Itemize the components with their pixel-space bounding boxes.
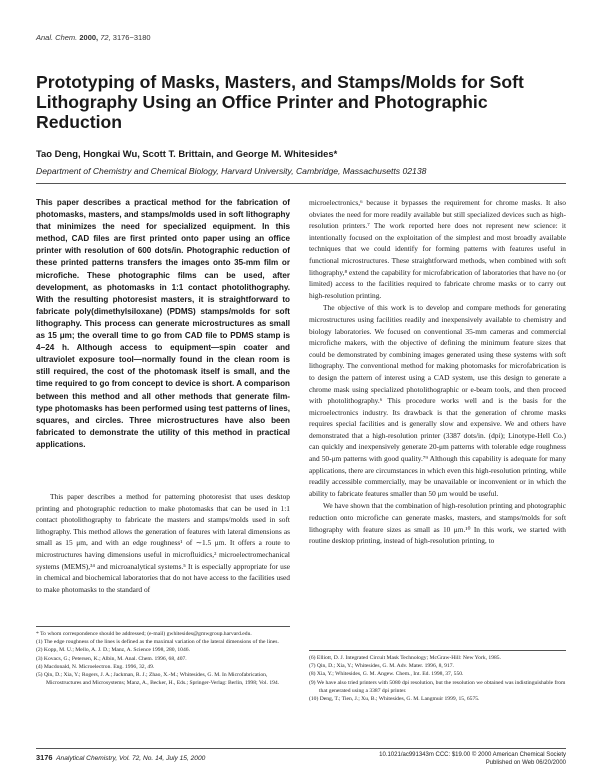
body-left-column [36, 491, 290, 595]
journal-abbrev: Anal. Chem. [36, 33, 78, 42]
footnote: (6) Elliott, D. J. Integrated Circuit Mask Technology; McGraw-Hill: New York, 1985. [309, 655, 501, 661]
footnotes-left [36, 630, 290, 687]
journal-issue: Analytical Chemistry, Vol. 72, No. 14, July 15, 2000 [56, 755, 206, 762]
article-title: Prototyping of Masks, Masters, and Stamps/Molds for Soft Lithography Using an Office Printer and Photographic Reduction [36, 72, 524, 132]
footnote: (8) Xia, Y.; Whitesides, G. M. Angew. Chem., Int. Ed. 1998, 37, 550. [309, 671, 464, 678]
footnote: (4) Macdonald, N. Microelectron. Eng. 1996, 32, 49. [36, 663, 155, 670]
footnote: (2) Kopp, M. U.; Mello, A. J. D.; Manz, A. Science 1998, 280, 1046. [36, 647, 190, 654]
footer-divider [36, 748, 566, 749]
footnote: (5) Qin, D.; Xia, Y.; Rogers, J. A.; Jackman, R. J.; Zhao, X.-M.; Whitesides, G. M. In Microfabrication, Microstructures and Microsystems; Manz, A., Becker, H., Eds.; Springer-Verlag: Berlin, 1998; Vol. 194. [36, 672, 280, 687]
article-affiliation: Department of Chemistry and Chemical Biology, Harvard University, Cambridge, Massachusetts 02138 [36, 166, 427, 176]
footnote: (1) The edge roughness of the lines is defined as the maximal variation of the lateral dimensions of the lines. [36, 639, 279, 646]
journal-citation [36, 33, 151, 42]
footnote-divider-left [36, 626, 290, 627]
journal-volume: 72, [100, 33, 111, 42]
body-right-column [309, 197, 566, 547]
body-paragraph: microelectronics,⁶ because it bypasses the requirement for chrome masks. It also obviates the need for more readily available but still specialized devices such as high-resolution printers.⁷ The work reported here does not represent new science: it intentionally focused on the exploitation of the simplest and most broadly available techniques that we could identify for forming patterns with features useful in functional microstructures. These straightforward methods, when combined with soft lithography,⁸ extend the capability for microfabrication of laboratories that have no (or limited) access to the facilities required to fabricate chrome masks or to carry out high-resolution printing. [309, 198, 566, 300]
body-paragraph: This paper describes a method for patterning photoresist that uses desktop printing and photographic reduction to make photomasks that can be used in 1:1 contact photolithography to fabricate the masters and stamps/molds used in soft lithography. This method allows the generation of features with lateral dimensions as small as 15 μm, and with an edge roughness¹ of ∼1.5 μm. It offers a route to microstructures having dimensions useful in microfluidics,² microelectromechanical systems (MEMS),³⁴ and microanalytical systems.⁵ It is especially appropriate for use in chemical and biochemical laboratories that do not have access to the facilities used to make photomasks to the standard of [36, 492, 290, 594]
page-footer-left [36, 753, 205, 762]
footnote: (9) We have also tried printers with 5080 dpi resolution, but the resolution we obtained was indistinguishable from that generated using a 3387 dpi printer. [309, 679, 566, 694]
page-footer-right [350, 752, 566, 767]
abstract: This paper describes a practical method for the fabrication of photomasks, masters, and stamps/molds used in soft lithography that minimizes the need for specialized equipment. In this method, CAD files are first printed onto paper using an office printer with resolution of 600 dots/in. Photographic reduction of these printed patterns transfers the images onto 35-mm film or microfiche. These photographic films can be used, after development, as photomasks in 1:1 contact photolithography. With the resulting photoresist masters, it is straightforward to fabricate poly(dimethylsiloxane) (PDMS) stamps/molds for soft lithography. This process can generate microstructures as small as 15 μm; the overall time to go from CAD file to PDMS stamp is 4−24 h. Although access to equipment—spin coater and ultraviolet exposure tool—normally found in the clean room is still required, the cost of the photomask itself is small, and the time required to go from concept to device is short. A comparison between this method and all other methods that generate film-type photomasks has been performed using test patterns of lines, squares, and circles. Three microstructures have also been fabricated to demonstrate the utility of this method in practical applications. [36, 198, 290, 449]
published-date: Published on Web 06/20/2000 [485, 759, 566, 766]
footnote: (7) Qin, D.; Xia, Y.; Whitesides, G. M. Adv. Mater. 1996, 8, 917. [309, 663, 454, 670]
footnotes-right [309, 654, 566, 703]
article-authors: Tao Deng, Hongkai Wu, Scott T. Brittain, and George M. Whitesides* [36, 148, 338, 159]
page-number: 3176 [36, 753, 53, 762]
footnote: (10) Deng, T.; Tien, J.; Xu, B.; Whitesides, G. M. Langmuir 1999, 15, 6575. [309, 696, 480, 703]
footnote: (3) Kovacs, G.; Petersen, K.; Albin, M. Anal. Chem. 1996, 68, 407. [36, 655, 187, 662]
footnote-divider-right [309, 650, 566, 651]
body-paragraph: The objective of this work is to develop and compare methods for generating microstructures using facilities readily and inexpensively available to chemistry and biology laboratories. We focused on conventional 35-mm cameras and commercial microfiche makers, with the objective of defining the minimum feature sizes that could be demonstrated by combining images generated using these systems with soft lithography. The conventional method for making photomasks for microfabrication is to design the pattern of interest using a CAD system, use this design to generate a chrome mask using specialized photolithographic or e-beam tools, and then proceed with photolithography.⁶ This procedure works well and is the basis for the microelectronics industry. Its drawback is that the generation of chrome masks requires special facilities and is generally slow and expensive. We and others have demonstrated that a high-resolution printer (3387 dots/in. (dpi); Linotype-Hell Co.) can quickly and inexpensively generate 20-μm patterns with tolerable edge roughness and 50-μm patterns with good quality.⁷⁹ Although this capability is adequate for many applications, there are circumstances in which even this high-resolution printing, while readily accessible commercially, may be unavailable or inconvenient or in which the ability to fabricate features smaller than 50 μm would be useful. [309, 303, 566, 498]
journal-pages: 3176−3180 [112, 33, 151, 42]
header-divider [36, 183, 566, 184]
footnote: * To whom correspondence should be addressed; (e-mail) gwhitesides@gmwgroup.harvard.edu. [36, 631, 252, 637]
body-paragraph: We have shown that the combination of high-resolution printing and photographic reduction onto microfiche can generate masks, masters, and stamps/molds for soft lithography with feature sizes as small as 10 μm.¹⁰ In this work, we started with routine desktop printing, instead of high-resolution printing, to [309, 501, 566, 546]
doi-price: 10.1021/ac991343m CCC: $19.00 © 2000 American Chemical Society [379, 752, 566, 758]
journal-year: 2000, [79, 33, 99, 42]
